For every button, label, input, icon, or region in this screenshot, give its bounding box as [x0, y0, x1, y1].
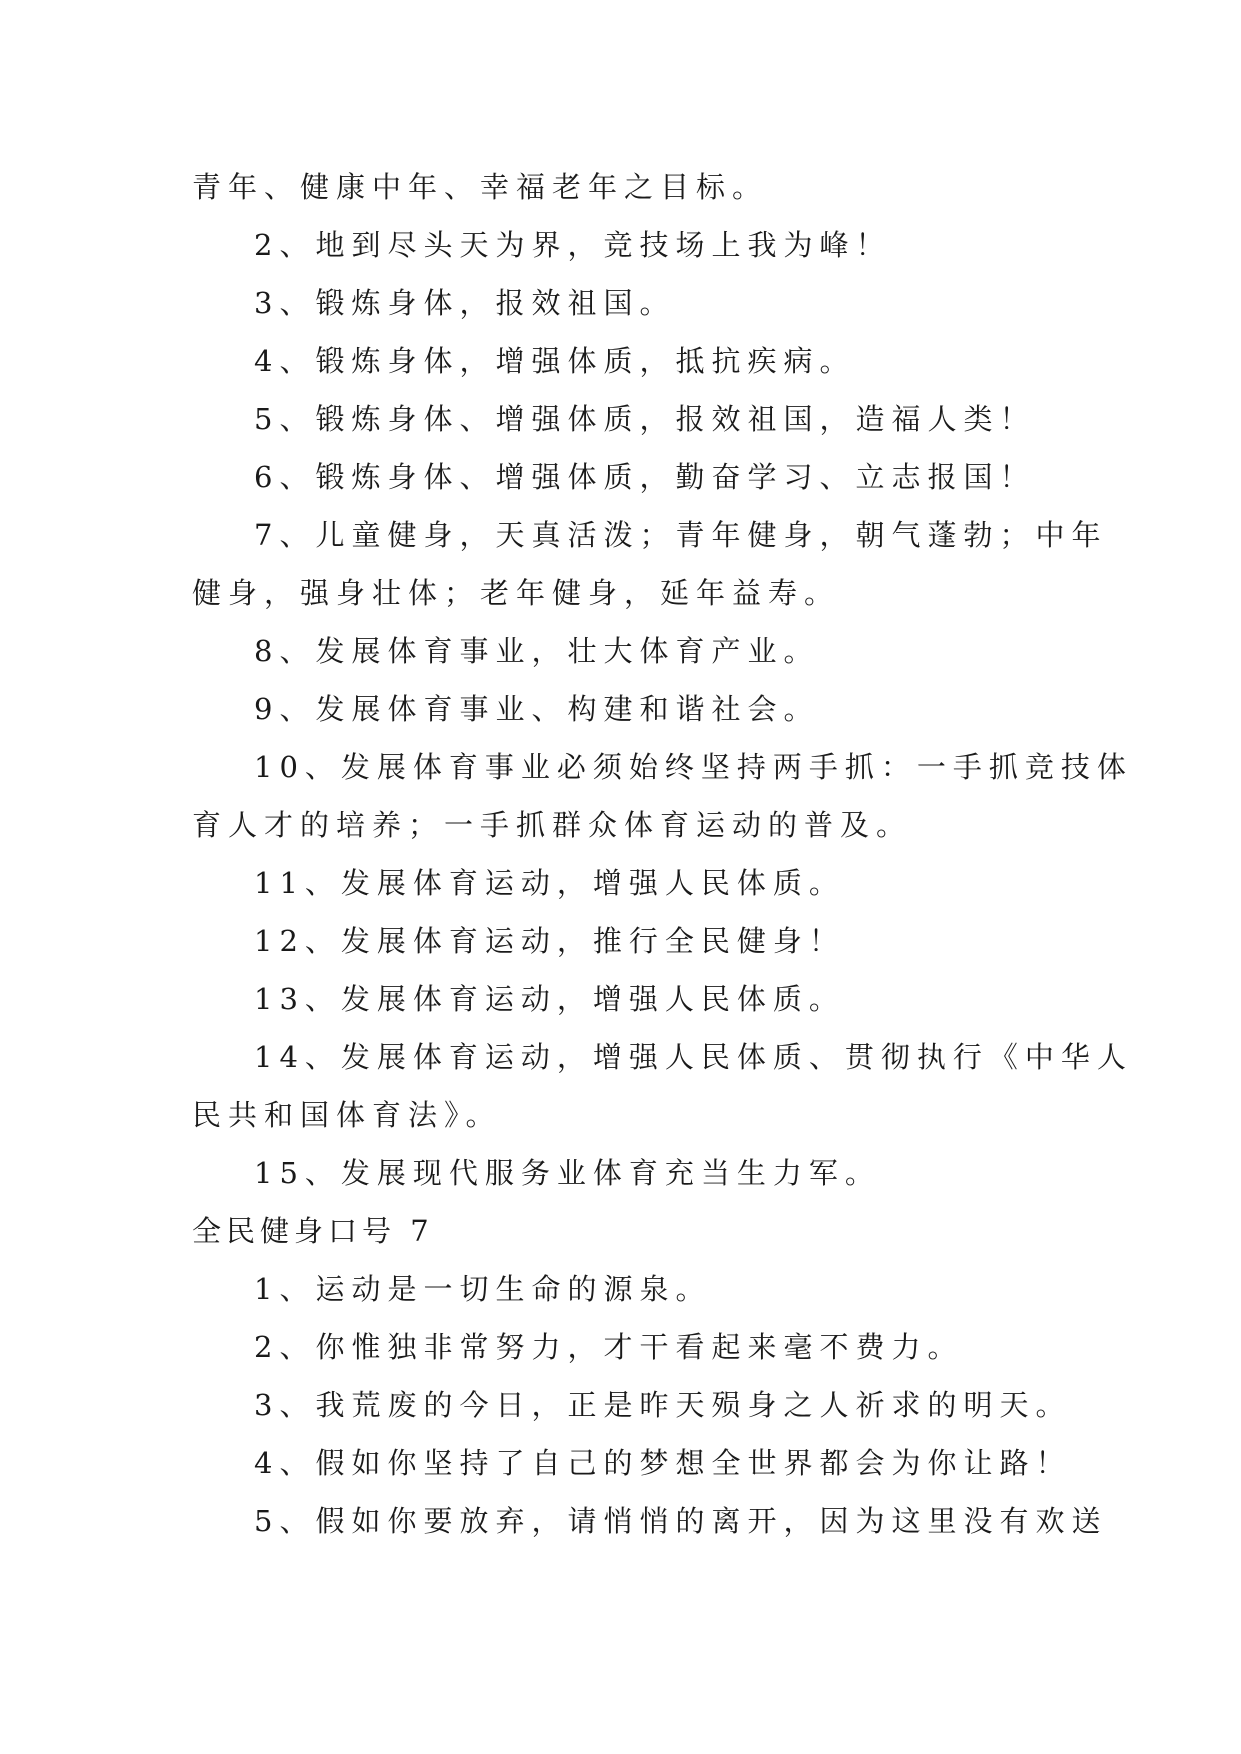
text-line: 5、锻炼身体、增强体质，报效祖国，造福人类！ — [254, 402, 1036, 436]
document-body — [192, 158, 1133, 1550]
text-line: 5、假如你要放弃，请悄悄的离开，因为这里没有欢送 — [254, 1504, 1108, 1538]
text-line: 4、假如你坚持了自己的梦想全世界都会为你让路！ — [254, 1446, 1072, 1480]
text-line: 10、发展体育事业必须始终坚持两手抓：一手抓竞技体 — [254, 750, 1133, 784]
text-line: 青年、健康中年、幸福老年之目标。 — [192, 170, 769, 204]
text-line: 15、发展现代服务业体育充当生力军。 — [254, 1156, 881, 1190]
text-line: 12、发展体育运动，推行全民健身！ — [254, 924, 845, 958]
text-line: 3、锻炼身体，报效祖国。 — [254, 286, 676, 320]
text-line: 4、锻炼身体，增强体质，抵抗疾病。 — [254, 344, 856, 378]
text-line: 8、发展体育事业，壮大体育产业。 — [254, 634, 820, 668]
section-heading: 全民健身口号 7 — [192, 1214, 434, 1248]
text-line: 7、儿童健身，天真活泼；青年健身，朝气蓬勃；中年 — [254, 518, 1108, 552]
text-line: 1、运动是一切生命的源泉。 — [254, 1272, 712, 1306]
text-line: 育人才的培养；一手抓群众体育运动的普及。 — [192, 808, 913, 842]
text-line: 2、你惟独非常努力，才干看起来毫不费力。 — [254, 1330, 964, 1364]
text-line: 9、发展体育事业、构建和谐社会。 — [254, 692, 820, 726]
text-line: 11、发展体育运动，增强人民体质。 — [254, 866, 845, 900]
text-line: 14、发展体育运动，增强人民体质、贯彻执行《中华人 — [254, 1040, 1133, 1074]
text-line: 健身，强身壮体；老年健身，延年益寿。 — [192, 576, 841, 610]
text-line: 6、锻炼身体、增强体质，勤奋学习、立志报国！ — [254, 460, 1036, 494]
text-line: 民共和国体育法》。 — [192, 1098, 502, 1132]
text-line: 2、地到尽头天为界，竞技场上我为峰！ — [254, 228, 892, 262]
text-line: 3、我荒废的今日，正是昨天殒身之人祈求的明天。 — [254, 1388, 1072, 1422]
text-line: 13、发展体育运动，增强人民体质。 — [254, 982, 845, 1016]
